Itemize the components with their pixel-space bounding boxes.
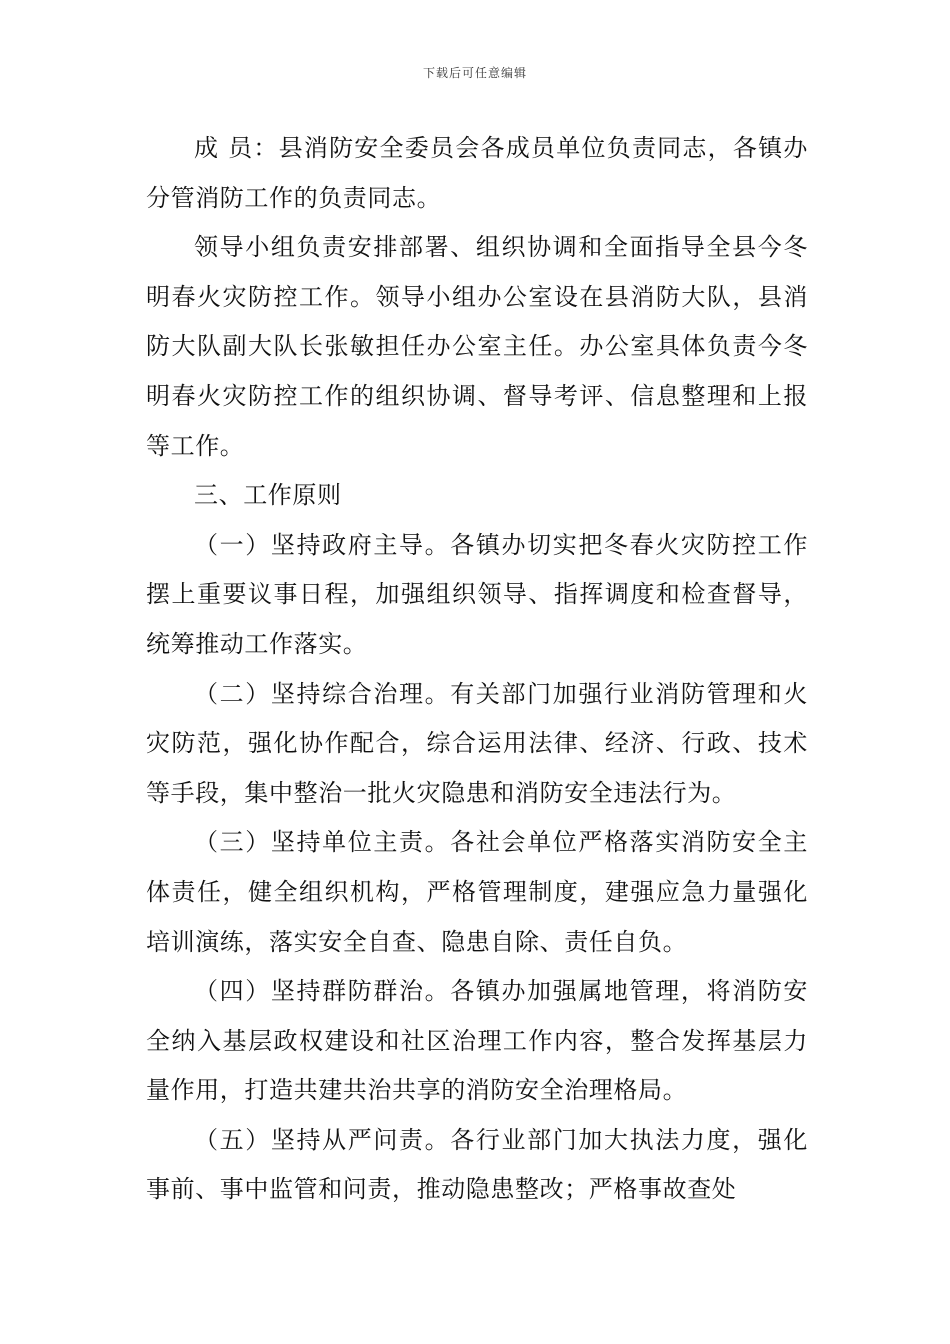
paragraph-principle-4: （四）坚持群防群治。各镇办加强属地管理，将消防安全纳入基层政权建设和社区治理工作内容，整合发挥基层力量作用，打造共建共治共享的消防安全治理格局。 (146, 977, 808, 1105)
paragraph-principle-1: （一）坚持政府主导。各镇办切实把冬春火灾防控工作摆上重要议事日程，加强组织领导、指挥调度和检查督导，统筹推动工作落实。 (146, 530, 808, 658)
header-note: 下载后可任意编辑 (422, 66, 527, 80)
paragraph-members: 成 员：县消防安全委员会各成员单位负责同志，各镇办分管消防工作的负责同志。 (146, 134, 808, 212)
section-heading-work-principles: 三、工作原则 (194, 481, 342, 510)
paragraph-leadership-group: 领导小组负责安排部署、组织协调和全面指导全县今冬明春火灾防控工作。领导小组办公室设在县消防大队，县消防大队副大队长张敏担任办公室主任。办公室具体负责今冬明春火灾防控工作的组织协调、督导考评、信息整理和上报等工作。 (146, 233, 808, 460)
paragraph-principle-5: （五）坚持从严问责。各行业部门加大执法力度，强化事前、事中监管和问责，推动隐患整改；严格事故查处 (146, 1125, 808, 1204)
document-body (146, 124, 808, 1215)
paragraph-principle-2: （二）坚持综合治理。有关部门加强行业消防管理和火灾防范，强化协作配合，综合运用法律、经济、行政、技术等手段，集中整治一批火灾隐患和消防安全违法行为。 (146, 679, 808, 807)
paragraph-principle-3: （三）坚持单位主责。各社会单位严格落实消防安全主体责任，健全组织机构，严格管理制度，建强应急力量强化培训演练，落实安全自查、隐患自除、责任自负。 (146, 828, 808, 956)
